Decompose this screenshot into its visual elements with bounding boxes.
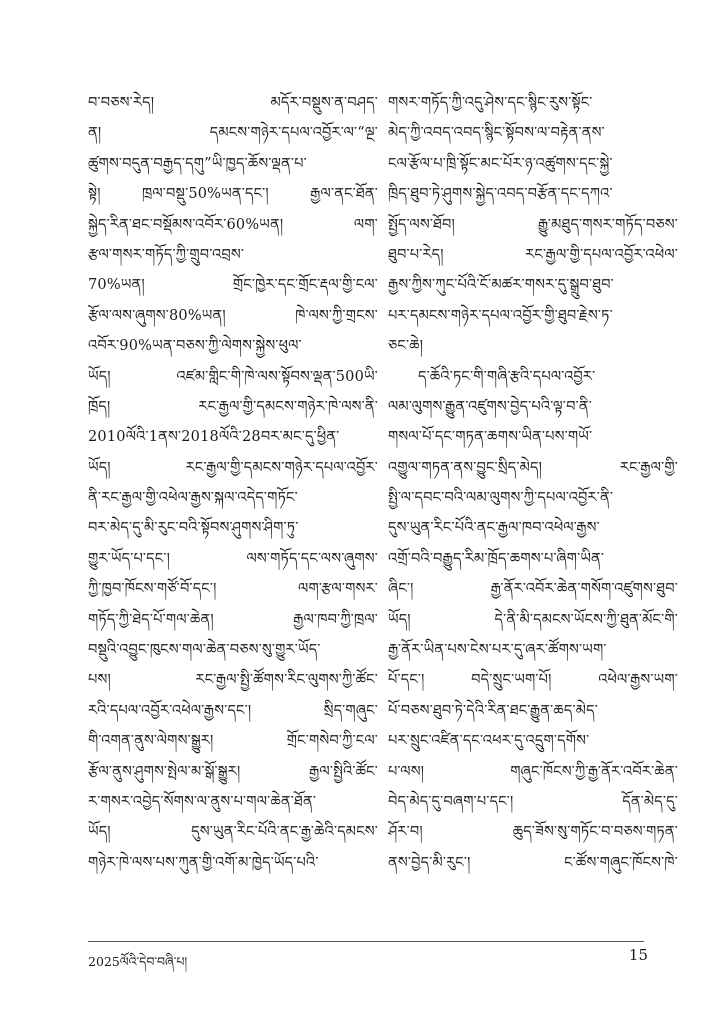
text-line: རྩོལ་ནུས་ཤུགས་སྤེལ་མ་སྒོ་སྒྱུར། རྒྱལ་སྤྱིའི་ཚོང་ (88, 763, 378, 780)
text-line: ཚུགས་བདུན་བརྒྱད་དགུ”ཡི་ཁྱད་ཆོས་ལྡན་པ་ (88, 155, 307, 172)
text-line: རྩལ་གསར་གཏོད་ཀྱི་གྲུབ་འབྲས་ (88, 246, 245, 263)
text-column-left (88, 88, 378, 878)
text-line: གྱུར་ཡོད་པ་དང་། ལས་གཏོད་དང་ལས་ཞུགས་ (88, 550, 378, 567)
text-line: 2010ལོའི་1ནས་2018ལོའི་28བར་མང་དུ་ཕྱིན་ (88, 429, 340, 446)
text-line: པས། རང་རྒྱལ་སྤྱི་ཚོགས་རིང་ལུགས་ཀྱི་ཚོང་ (88, 672, 378, 689)
text-line: ཡོད། རང་རྒྱལ་གྱི་དམངས་གཉེར་དཔལ་འབྱོར་ (88, 459, 378, 476)
text-line: བསྡུའི་འབྱུང་ཁུངས་གལ་ཆེན་བཅས་སུ་གྱུར་ཡོད་ (88, 642, 321, 659)
text-line: ཅང་ཆེ། (388, 338, 424, 355)
text-line: ན། དམངས་གཉེར་དཔལ་འབྱོར་ལ་“ལྔ་ (88, 125, 378, 142)
text-line: གཉེར་ཁེ་ལས་པས་ཀུན་གྱི་འགོ་མ་ཁྱེད་ཡོད་པའི་ (88, 854, 319, 871)
text-line: རྒྱས་ཀྱིས་ཀུང་པོའི་ངོ་མཚར་གསར་དུ་སྒྲུབ་ཐུབ་ (388, 277, 614, 294)
text-column-right (388, 88, 678, 878)
text-line: ད་ཆོའི་ཏང་གི་གཞི་རྩའི་དཔལ་འབྱོར་ (418, 368, 596, 385)
text-line: ཤོར་བ། ཆུད་ཟོས་སུ་གཏོང་བ་བཅས་གཏན་ (388, 824, 678, 841)
text-line: སྐྱེད་རིན་ཐང་བསྡོམས་འབོར་60%ཡན། ལག་ (88, 216, 378, 233)
text-line: གསལ་པོ་དང་གཏན་ཆགས་ཡིན་པས་གཡོ་ (388, 429, 593, 446)
text-line: ནས་བྱེད་མི་རུང་། ང་ཚོས་གཞུང་ཁོངས་ཁེ་ (388, 854, 678, 871)
text-line: ཐུབ་པ་རེད། རང་རྒྱལ་གྱི་དཔལ་འབྱོར་འཕེལ་ (388, 246, 678, 263)
text-line: བར་མེད་དུ་མི་རུང་བའི་སྟོབས་ཤུགས་ཤིག་ཏུ་ (88, 520, 299, 537)
text-line: འབོར་90%ཡན་བཅས་ཀྱི་ལེགས་སྐྱེས་ཕུལ་ (88, 338, 302, 355)
text-line: བེད་མེད་དུ་བཞག་པ་དང་། དོན་མེད་དུ་ (388, 793, 678, 810)
text-line: གཏོད་ཀྱི་ཐེད་པོ་གལ་ཆེན། རྒྱལ་ཁབ་ཀྱི་ཁྲལ་ (88, 611, 378, 628)
text-line: རྩོལ་ལས་ཞུགས་80%ཡན། ཁེ་ལས་ཀྱི་གྲངས་ (88, 307, 378, 324)
text-line: བ་བཅས་རེད། མདོར་བསྡུས་ན་བཤད་ (88, 95, 378, 111)
text-line: ལམ་ལུགས་རྒྱུན་འཛུགས་བྱེད་པའི་ལྟ་བ་ནི་ (388, 398, 593, 415)
text-line: ཀྱི་ཁྱབ་ཁོངས་གཙོ་བོ་དང་། ལག་རྩལ་གསར་ (88, 581, 378, 598)
text-line: འགྱུལ་གཏན་ནས་བྱུང་སྲིད་མེད། རང་རྒྱལ་གྱི་ (388, 459, 678, 476)
text-line: འགྲོ་བའི་བརྒྱུད་རིམ་ཁྲོད་ཆགས་པ་ཞིག་ཡིན་ (388, 550, 605, 567)
text-line: 70%ཡན། གྲོང་ཁྱེར་དང་གྲོང་རྡལ་གྱི་ངལ་ (88, 277, 378, 294)
text-line: ཁྲིད་ཐུབ་ཏེ་ཤུགས་སྐྱེད་འབད་བརྩོན་དང་དཀའ་ (388, 186, 613, 203)
footer-rule (88, 941, 644, 942)
text-line: ཡོད། འཛམ་གླིང་གི་ཁེ་ལས་སྟོབས་ལྡན་500ཡི་ (88, 368, 378, 385)
text-line: ཁྲོད། རང་རྒྱལ་གྱི་དམངས་གཉེར་ཁེ་ལས་ནི་ (88, 398, 378, 415)
text-line: པོ་བཅས་ཐུབ་ཏེ་དེའི་རིན་ཐང་རྒྱུན་ཆད་མེད་ (388, 702, 598, 719)
text-line: རའི་དཔལ་འབྱོར་འཕེལ་རྒྱས་དང་། སྲིད་གཞུང་ (88, 702, 378, 719)
text-line: སྤྱི་ལ་དབང་བའི་ལམ་ལུགས་ཀྱི་དཔལ་འབྱོར་ནི་ (388, 490, 614, 507)
issue-label: 2025ལོའི་དེབ་བཞི་པ། (88, 954, 188, 969)
text-line: པར་སྲུང་འཛིན་དང་འཕར་དུ་འདྲུག་དགོས་ (388, 733, 590, 750)
text-line: པར་དམངས་གཉེར་དཔལ་འབྱོར་གྱི་ཐུབ་རྗེས་ཏ་ (388, 307, 613, 324)
text-line: སྤྱོད་ལས་ཐོབ། རྒྱུ་མཐུད་གསར་གཏོད་བཅས་ (388, 216, 678, 233)
text-line: དུས་ཡུན་རིང་པོའི་ནང་རྒྱལ་ཁབ་འཕེལ་རྒྱས་ (388, 520, 600, 537)
text-line: རྒྱ་ནོར་ཡིན་པས་ངེས་པར་དུ་ཞར་ཚོགས་ཡག་ (388, 642, 607, 659)
text-line: ར་གསར་འབྱེད་སོགས་ལ་ནུས་པ་གལ་ཆེན་ཐོན་ (88, 793, 317, 810)
text-line: པ་ལས། གཞུང་ཁོངས་ཀྱི་རྒྱ་ནོར་འབོར་ཆེན་ (388, 763, 678, 780)
text-line: ཡོད། དུས་ཡུན་རིང་པོའི་ནང་རྒྱ་ཆེའི་དམངས་ (88, 824, 378, 841)
text-line: མེད་ཀྱི་འབད་འབད་སྙིང་སྟོབས་ལ་བརྟེན་ནས་ (388, 125, 605, 142)
text-line: གསར་གཏོད་ཀྱི་འདུ་ཤེས་དང་སྙིང་རུས་སྟོང་ (388, 95, 593, 111)
text-line: པོ་དང་། བདེ་སྲུང་ཡག་པོ། འཕེལ་རྒྱས་ཡག་ (388, 672, 678, 689)
text-line: ཡོད། དེ་ནི་མི་དམངས་ཡོངས་ཀྱི་ཐུན་མོང་གི་ (388, 611, 678, 628)
page-number: 15 (628, 946, 648, 964)
text-line: སྟེ། ཁྲལ་བསྡུ་50%ཡན་དང་། རྒྱལ་ནང་ཐོན་ (88, 186, 378, 203)
text-line: ནི་རང་རྒྱལ་གྱི་འཕེལ་རྒྱས་སྐལ་འདེད་གཏོང་ (88, 490, 298, 507)
text-line: ཞིང་། རྒྱ་ནོར་འབོར་ཆེན་གསོག་འཛུགས་ཐུབ་ (388, 581, 678, 598)
text-line: ངལ་རྩོལ་པ་ཁྲི་སྟོང་མང་པོར་ཉ་འཚུགས་དང་སྐྱེ་ (388, 155, 613, 172)
text-line: གི་འགན་ནུས་ལེགས་སྒྱུར། གྲོང་གསེབ་ཀྱི་ངལ་ (88, 733, 378, 750)
